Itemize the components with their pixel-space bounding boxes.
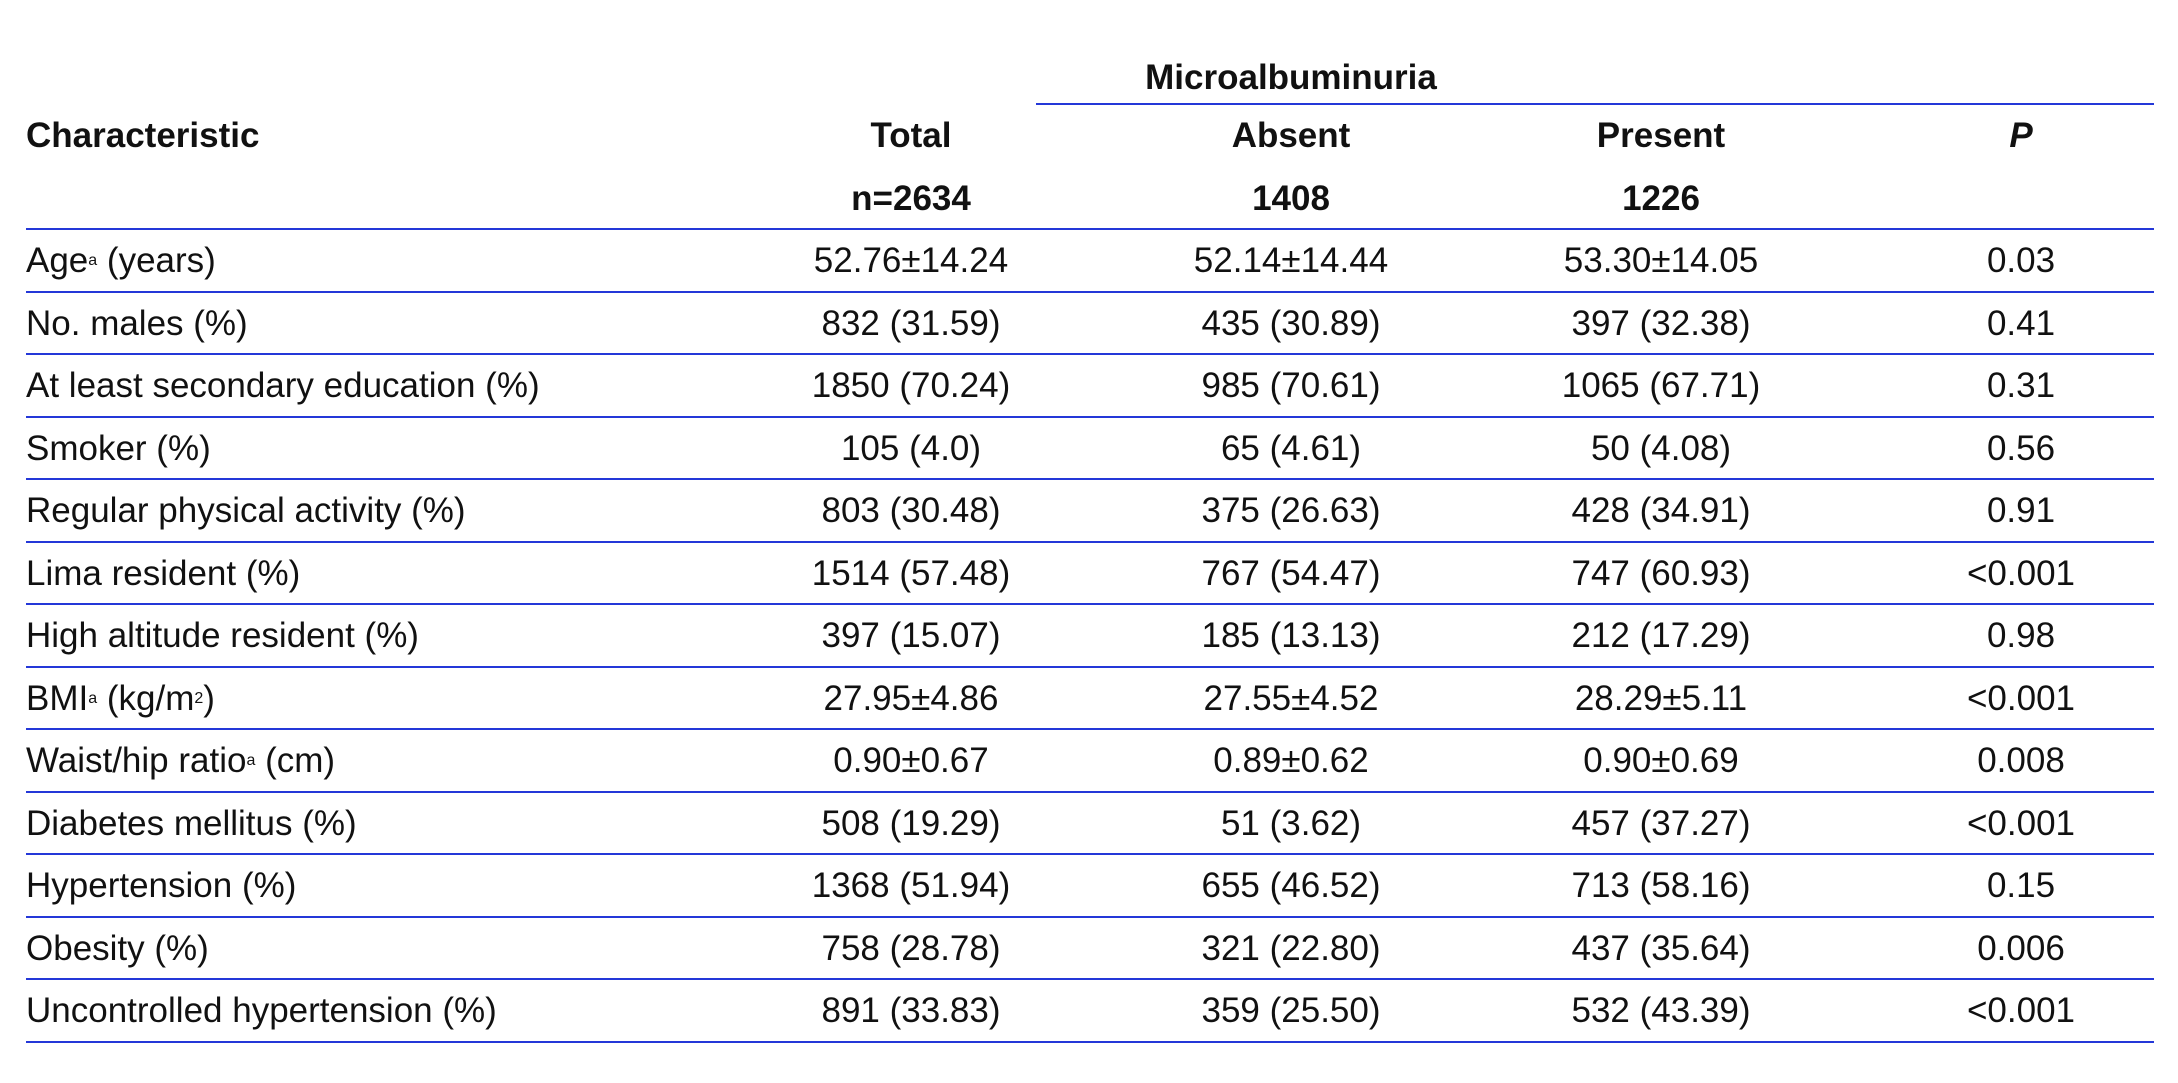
- value-total: 803 (30.48): [821, 491, 1001, 531]
- table-row: [26, 543, 2154, 606]
- value-total: 105 (4.0): [840, 428, 982, 468]
- value-absent: 985 (70.61): [1201, 366, 1381, 406]
- value-present: 428 (34.91): [1571, 491, 1751, 531]
- value-absent: 51 (3.62): [1220, 803, 1362, 843]
- value-present: 28.29±5.11: [1574, 678, 1748, 718]
- value-p: <0.001: [1966, 678, 2076, 718]
- row-label: BMI a (kg/m 2 ): [26, 678, 215, 718]
- value-present: 397 (32.38): [1571, 303, 1751, 343]
- value-total: 397 (15.07): [821, 616, 1001, 656]
- value-present: 713 (58.16): [1571, 866, 1751, 906]
- value-p: 0.008: [1977, 741, 2065, 781]
- value-total: 508 (19.29): [821, 803, 1001, 843]
- row-label: Uncontrolled hypertension (%): [26, 991, 497, 1031]
- value-total: 52.76±14.24: [813, 241, 1009, 281]
- row-label: At least secondary education (%): [26, 366, 540, 406]
- value-total: 0.90±0.67: [833, 741, 989, 781]
- value-absent: 65 (4.61): [1220, 428, 1362, 468]
- row-label: Hypertension (%): [26, 866, 297, 906]
- table-row: [26, 980, 2154, 1043]
- column-header-row: [26, 105, 2154, 168]
- row-label: No. males (%): [26, 303, 248, 343]
- table-row: [26, 793, 2154, 856]
- table-row: [26, 355, 2154, 418]
- table-row: [26, 480, 2154, 543]
- value-absent: 52.14±14.44: [1193, 241, 1389, 281]
- value-present: 457 (37.27): [1571, 803, 1751, 843]
- value-absent: 375 (26.63): [1201, 491, 1381, 531]
- column-header-absent: Absent: [1231, 116, 1351, 156]
- column-header-total: Total: [870, 116, 952, 156]
- table-row: [26, 605, 2154, 668]
- value-present: 1065 (67.71): [1561, 366, 1761, 406]
- table-row: [26, 418, 2154, 481]
- value-present: 437 (35.64): [1571, 928, 1751, 968]
- value-present: 532 (43.39): [1571, 991, 1751, 1031]
- value-p: 0.41: [1986, 303, 2056, 343]
- value-p: 0.03: [1986, 241, 2056, 281]
- value-present: 53.30±14.05: [1563, 241, 1759, 281]
- count-absent: 1408: [1252, 178, 1330, 218]
- count-total: n=2634: [851, 178, 971, 218]
- table-row: [26, 293, 2154, 356]
- value-p: 0.56: [1986, 428, 2056, 468]
- group-header-row: [26, 50, 2154, 105]
- value-present: 50 (4.08): [1590, 428, 1732, 468]
- group-title: Microalbuminuria: [1145, 57, 1437, 97]
- value-present: 212 (17.29): [1571, 616, 1751, 656]
- count-header-row: [26, 168, 2154, 231]
- value-absent: 321 (22.80): [1201, 928, 1381, 968]
- row-label: Age a (years): [26, 241, 216, 281]
- table-row: [26, 230, 2154, 293]
- value-p: <0.001: [1966, 803, 2076, 843]
- value-p: <0.001: [1966, 991, 2076, 1031]
- value-absent: 27.55±4.52: [1203, 678, 1379, 718]
- value-total: 27.95±4.86: [823, 678, 999, 718]
- value-absent: 359 (25.50): [1201, 991, 1381, 1031]
- count-present: 1226: [1622, 178, 1700, 218]
- value-total: 832 (31.59): [821, 303, 1001, 343]
- value-p: 0.15: [1986, 866, 2056, 906]
- value-absent: 185 (13.13): [1201, 616, 1381, 656]
- column-header-p: P: [2009, 116, 2033, 156]
- value-total: 1514 (57.48): [811, 553, 1011, 593]
- value-present: 747 (60.93): [1571, 553, 1751, 593]
- value-absent: 0.89±0.62: [1213, 741, 1369, 781]
- value-p: 0.91: [1986, 491, 2056, 531]
- value-total: 891 (33.83): [821, 991, 1001, 1031]
- row-label: Smoker (%): [26, 428, 211, 468]
- value-p: 0.98: [1986, 616, 2056, 656]
- row-label: Waist/hip ratio a (cm): [26, 741, 336, 781]
- value-total: 758 (28.78): [821, 928, 1001, 968]
- row-label: Obesity (%): [26, 928, 209, 968]
- value-absent: 655 (46.52): [1201, 866, 1381, 906]
- column-header-characteristic: Characteristic: [26, 116, 260, 156]
- row-label: Regular physical activity (%): [26, 491, 466, 531]
- row-label: High altitude resident (%): [26, 616, 419, 656]
- table-row: [26, 668, 2154, 731]
- column-header-present: Present: [1596, 116, 1726, 156]
- characteristics-table: [26, 50, 2154, 1043]
- value-present: 0.90±0.69: [1583, 741, 1739, 781]
- row-label: Diabetes mellitus (%): [26, 803, 357, 843]
- value-absent: 767 (54.47): [1201, 553, 1381, 593]
- value-absent: 435 (30.89): [1201, 303, 1381, 343]
- value-p: 0.31: [1986, 366, 2056, 406]
- value-total: 1368 (51.94): [811, 866, 1011, 906]
- table-body: [26, 230, 2154, 1043]
- row-label: Lima resident (%): [26, 553, 301, 593]
- value-total: 1850 (70.24): [811, 366, 1011, 406]
- table-row: [26, 855, 2154, 918]
- value-p: <0.001: [1966, 553, 2076, 593]
- table-row: [26, 730, 2154, 793]
- value-p: 0.006: [1977, 928, 2065, 968]
- table-row: [26, 918, 2154, 981]
